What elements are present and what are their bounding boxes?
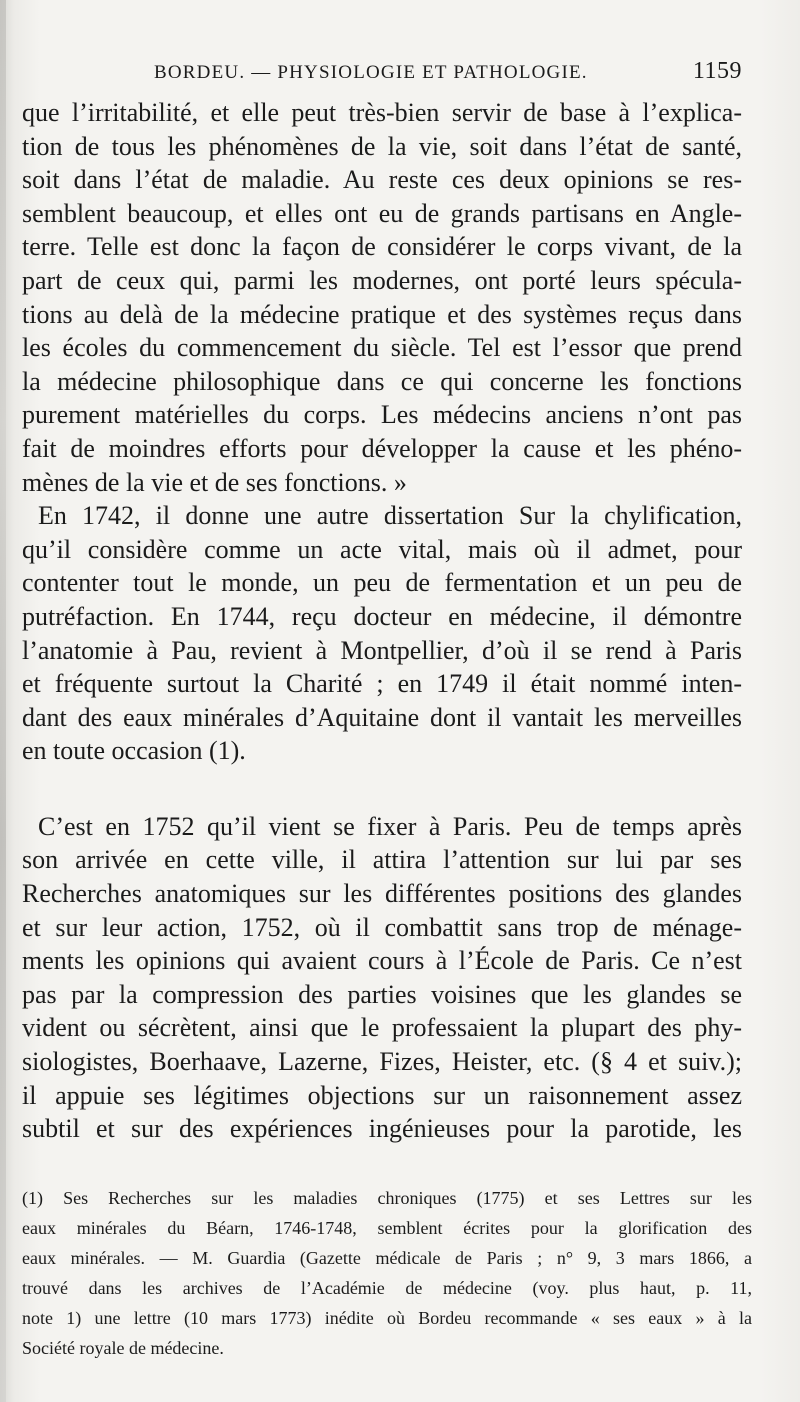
footnote-line: eaux minérales. — M. Guardia (Gazette médicale de Paris ; n° 9, 3 mars 1866, a xyxy=(22,1248,752,1268)
text-line: part de ceux qui, parmi les modernes, ont porté leurs spécula- xyxy=(22,265,742,295)
page-header xyxy=(130,56,742,90)
text-line: tion de tous les phénomènes de la vie, soit dans l’état de santé, xyxy=(22,131,742,161)
page-number: 1159 xyxy=(692,58,742,84)
page-gutter-shadow xyxy=(0,0,6,1402)
paragraph-2 xyxy=(22,499,742,768)
running-title: BORDEU. — PHYSIOLOGIE ET PATHOLOGIE. xyxy=(154,62,588,83)
footnote-line: (1) Ses Recherches sur les maladies chroniques (1775) et ses Lettres sur les xyxy=(22,1188,752,1208)
text-line: pas par la compression des parties voisines que les glandes se xyxy=(22,979,742,1009)
text-line: la médecine philosophique dans ce qui concerne les fonctions xyxy=(22,366,742,396)
text-line: putréfaction. En 1744, reçu docteur en médecine, il démontre xyxy=(22,601,742,631)
paragraph-1 xyxy=(22,96,742,499)
text-line: purement matérielles du corps. Les médecins anciens n’ont pas xyxy=(22,400,742,430)
footnote-line: note 1) une lettre (10 mars 1773) inédite où Bordeu recommande « ses eaux » à la xyxy=(22,1308,752,1328)
text-line: terre. Telle est donc la façon de considérer le corps vivant, de la xyxy=(22,232,742,262)
text-line: fait de moindres efforts pour développer la cause et les phéno- xyxy=(22,433,742,463)
text-line: subtil et sur des expériences ingénieuses pour la parotide, les xyxy=(22,1114,742,1144)
text-line: siologistes, Boerhaave, Lazerne, Fizes, Heister, etc. (§ 4 et suiv.); xyxy=(22,1047,742,1077)
text-line: vident ou sécrètent, ainsi que le professaient la plupart des phy- xyxy=(22,1013,742,1043)
text-line: dant des eaux minérales d’Aquitaine dont il vantait les merveilles xyxy=(22,702,742,732)
text-line: en toute occasion (1). xyxy=(22,736,246,766)
text-line: que l’irritabilité, et elle peut très-bien servir de base à l’explica- xyxy=(22,98,742,127)
text-line: mènes de la vie et de ses fonctions. » xyxy=(22,467,407,497)
text-line: les écoles du commencement du siècle. Tel est l’essor que prend xyxy=(22,333,742,363)
footnote xyxy=(22,1183,752,1363)
paragraph-gap xyxy=(22,768,742,810)
text-line: C’est en 1752 qu’il vient se fixer à Paris. Peu de temps après xyxy=(38,811,742,841)
text-line: son arrivée en cette ville, il attira l’attention sur lui par ses xyxy=(22,845,742,875)
text-line: contenter tout le monde, un peu de fermentation et un peu de xyxy=(22,568,742,598)
text-line: tions au delà de la médecine pratique et des systèmes reçus dans xyxy=(22,299,742,329)
text-line: et sur leur action, 1752, où il combattit sans trop de ménage- xyxy=(22,912,742,942)
text-line: En 1742, il donne une autre dissertation Sur la chylification, xyxy=(38,501,742,531)
text-line: semblent beaucoup, et elles ont eu de grands partisans en Angle- xyxy=(22,198,742,228)
text-line: et fréquente surtout la Charité ; en 1749 il était nommé inten- xyxy=(22,669,742,699)
text-line: soit dans l’état de maladie. Au reste ces deux opinions se res- xyxy=(22,165,742,195)
main-text xyxy=(22,96,742,1146)
text-line: qu’il considère comme un acte vital, mais où il admet, pour xyxy=(22,534,742,564)
text-line: Recherches anatomiques sur les différentes positions des glandes xyxy=(22,879,742,909)
footnote-line: eaux minérales du Béarn, 1746-1748, semblent écrites pour la glorification des xyxy=(22,1218,752,1238)
paragraph-3 xyxy=(22,810,742,1146)
text-line: l’anatomie à Pau, revient à Montpellier, d’où il se rend à Paris xyxy=(22,635,742,665)
footnote-line: Société royale de médecine. xyxy=(22,1338,224,1358)
text-line: ments les opinions qui avaient cours à l’École de Paris. Ce n’est xyxy=(22,946,742,976)
footnote-line: trouvé dans les archives de l’Académie de médecine (voy. plus haut, p. 11, xyxy=(22,1278,752,1298)
text-line: il appuie ses légitimes objections sur un raisonnement assez xyxy=(22,1080,742,1110)
